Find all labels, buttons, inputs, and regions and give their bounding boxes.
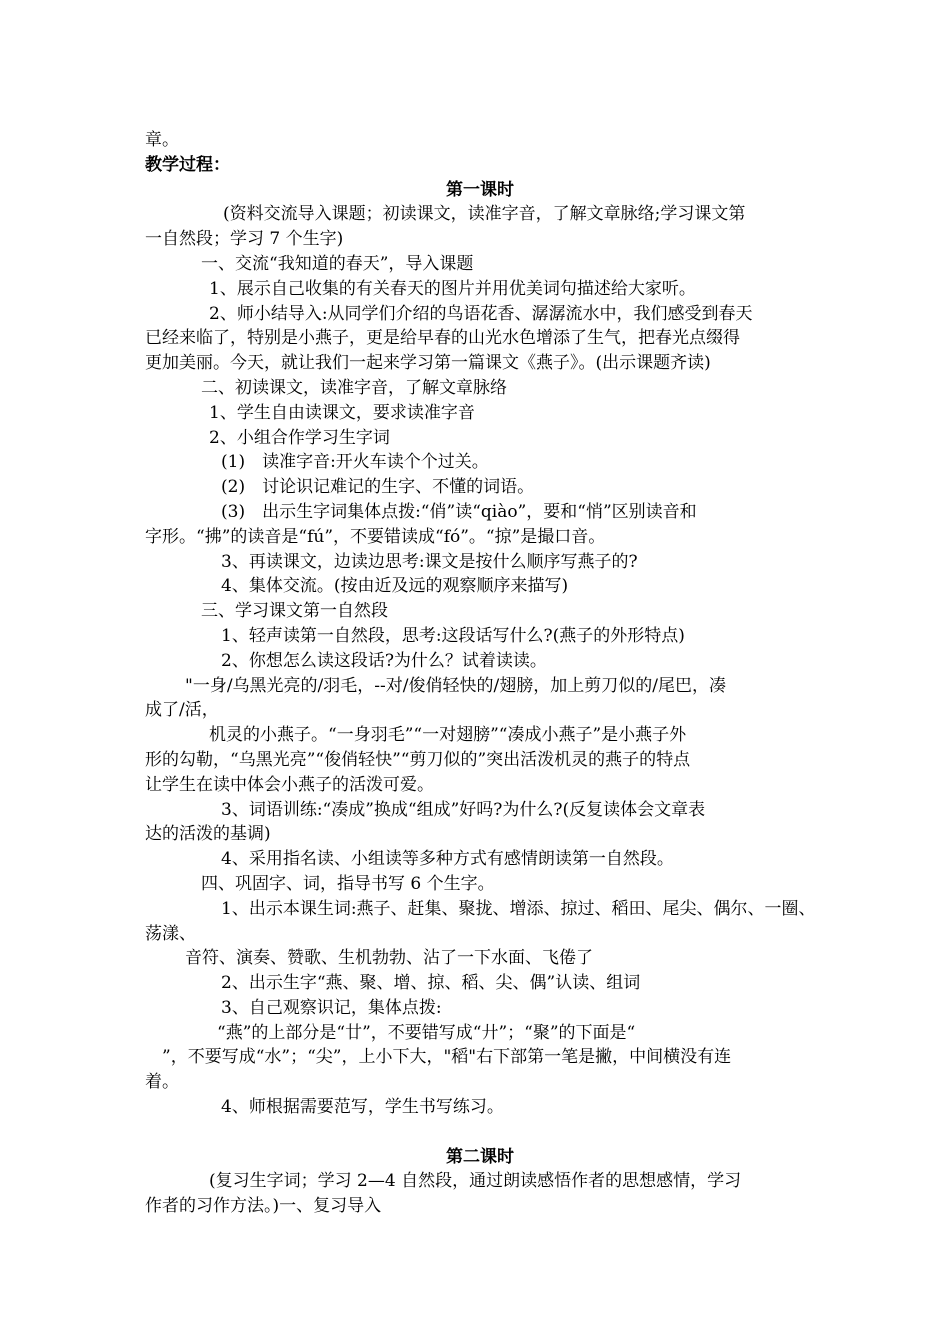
paragraph-line: 3、再读课文，边读边思考:课文是按什么顺序写燕子的? — [221, 551, 638, 572]
paragraph-line: 一自然段；学习 7 个生字) — [145, 229, 344, 250]
section-heading: 第二课时 — [446, 1146, 514, 1167]
paragraph-line: 更加美丽。今天，就让我们一起来学习第一篇课文《燕子》。(出示课题齐读) — [145, 353, 711, 374]
paragraph-line: 机灵的小燕子。“一身羽毛”“一对翅膀”“凑成小燕子”是小燕子外 — [209, 725, 687, 746]
paragraph-line: 四、巩固字、词，指导书写 6 个生字。 — [201, 873, 495, 894]
paragraph-line: (复习生字词；学习 2—4 自然段，通过朗读感悟作者的思想感情，学习 — [209, 1171, 742, 1192]
paragraph-line: 着。 — [145, 1072, 179, 1093]
paragraph-line: 4、采用指名读、小组读等多种方式有感情朗读第一自然段。 — [221, 849, 674, 870]
paragraph-line: 2、你想怎么读这段话?为什么？试着读读。 — [221, 650, 547, 671]
paragraph-line: 1、轻声读第一自然段，思考:这段话写什么?(燕子的外形特点) — [221, 625, 685, 646]
paragraph-line: (3) 出示生字词集体点拨:“俏”读“qiào”，要和“悄”区别读音和 — [221, 501, 697, 522]
paragraph-line: 1、学生自由读课文，要求读准字音 — [209, 402, 475, 423]
paragraph-line: 一、交流“我知道的春天”，导入课题 — [201, 253, 474, 274]
paragraph-line: (资料交流导入课题；初读课文，读准字音，了解文章脉络;学习课文第 — [223, 204, 746, 225]
paragraph-line: 1、出示本课生词:燕子、赶集、聚拢、增添、掠过、稻田、尾尖、偶尔、一圈、 — [221, 898, 816, 919]
paragraph-line: 荡漾、 — [145, 923, 196, 944]
section-heading: 第一课时 — [446, 179, 514, 200]
paragraph-line: 2、师小结导入:从同学们介绍的鸟语花香、潺潺流水中，我们感受到春天 — [209, 303, 753, 324]
paragraph-line: 作者的习作方法。)一、复习导入 — [145, 1196, 382, 1217]
paragraph-line: 4、师根据需要范写，学生书写练习。 — [221, 1097, 504, 1118]
paragraph-line: ”，不要写成“水”；“尖”，上小下大，"稻"右下部第一笔是撇，中间横没有连 — [145, 1047, 732, 1068]
paragraph-line: 字形。“拂”的读音是“fú”，不要错读成“fó”。“掠”是撮口音。 — [145, 526, 606, 547]
paragraph-line: 成了/活， — [145, 700, 219, 721]
paragraph-line: 三、学习课文第一自然段 — [201, 601, 388, 622]
paragraph-line: 2、出示生字“燕、聚、增、掠、稻、尖、偶”认读、组词 — [221, 973, 641, 994]
paragraph-line: 已经来临了，特别是小燕子，更是给早春的山光水色增添了生气，把春光点缀得 — [145, 328, 740, 349]
document-page — [145, 128, 815, 1219]
paragraph-line: 1、展示自己收集的有关春天的图片并用优美词句描述给大家听。 — [209, 278, 696, 299]
paragraph-line: "一身/乌黑光亮的/羽毛，--对/俊俏轻快的/翅膀，加上剪刀似的/尾巴，凑 — [185, 675, 726, 696]
paragraph-line: (1) 读准字音:开火车读个个过关。 — [221, 452, 489, 473]
paragraph-line: 二、初读课文，读准字音，了解文章脉络 — [201, 377, 507, 398]
paragraph-line: 2、小组合作学习生字词 — [209, 427, 390, 448]
paragraph-line: 3、词语训练:“凑成”换成“组成”好吗?为什么?(反复读体会文章表 — [221, 799, 706, 820]
paragraph-line: (2) 讨论识记难记的生字、不懂的词语。 — [221, 477, 535, 498]
paragraph-line: 4、集体交流。(按由近及远的观察顺序来描写) — [221, 576, 569, 597]
heading: 教学过程： — [145, 154, 230, 175]
paragraph-line: 让学生在读中体会小燕子的活泼可爱。 — [145, 774, 434, 795]
paragraph-line: 章。 — [145, 130, 179, 150]
paragraph-line: 形的勾勒，“乌黑光亮”“俊俏轻快”“剪刀似的”突出活泼机灵的燕子的特点 — [145, 749, 691, 770]
paragraph-line: 达的活泼的基调) — [145, 824, 271, 845]
blank-line — [145, 1120, 815, 1145]
paragraph-line: 音符、演奏、赞歌、生机勃勃、沾了一下水面、飞倦了 — [185, 948, 593, 969]
paragraph-line: “燕”的上部分是“廿”，不要错写成“廾”；“聚”的下面是“ — [217, 1022, 636, 1043]
paragraph-line: 3、自己观察识记，集体点拨: — [221, 997, 442, 1018]
